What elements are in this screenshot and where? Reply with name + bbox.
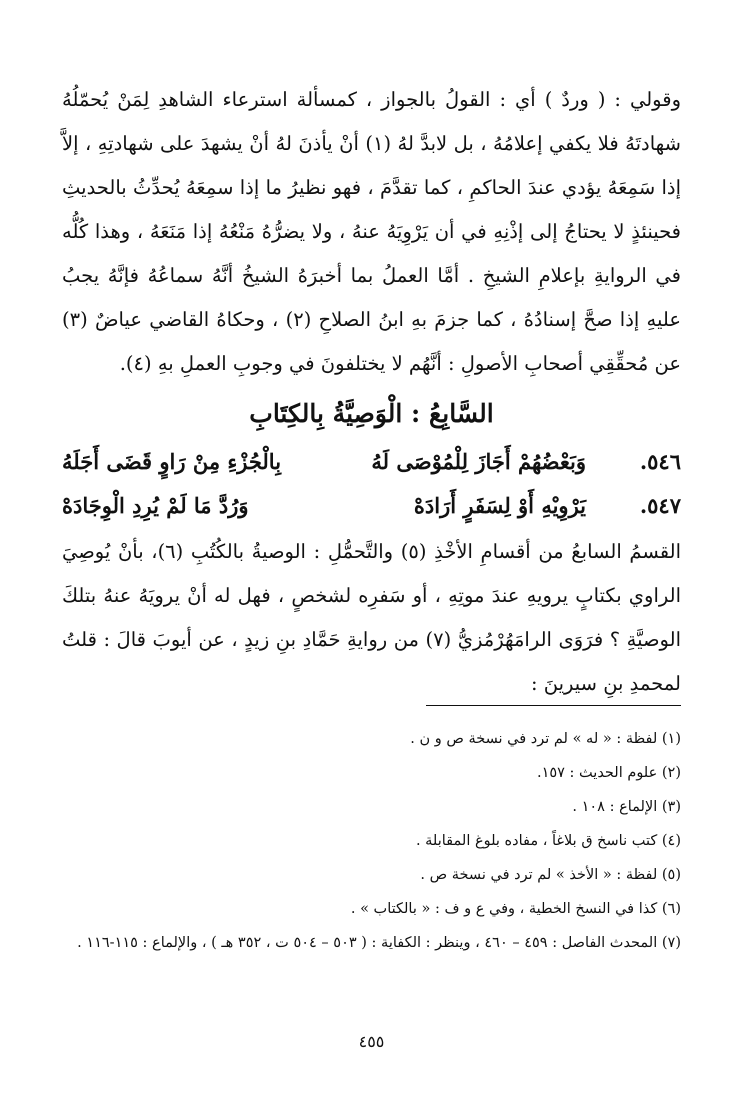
- verse-second-hemistich: بِالْجُزْءِ مِنْ رَاوٍ قَضَى أَجَلَهُ: [62, 449, 282, 474]
- verse-second-hemistich: وَرُدَّ مَا لَمْ يُرِدِ الْوِجَادَهْ: [62, 493, 249, 518]
- main-text-block: [62, 78, 681, 386]
- footnote: (١) لفظة : « له » لم ترد في نسخة ص و ن .: [410, 731, 681, 747]
- footnote: (٥) لفظة : « الأخذ » لم ترد في نسخة ص .: [420, 867, 681, 883]
- footnotes: [62, 722, 681, 960]
- page-number: ٤٥٥: [358, 1032, 385, 1051]
- footnote: (٢) علوم الحديث : ١٥٧.: [536, 765, 681, 781]
- verse-first-hemistich: يَرْوِيْهِ أَوْ لِسَفَرٍ أَرَادَهْ: [413, 493, 586, 518]
- verse-line: [62, 442, 681, 482]
- paragraph: وقولي : ( وردٌ ) أي : القولُ بالجواز ، كمسألة استرعاء الشاهدِ لِمَنْ يُحمّلُهُ شهادتَهُ فلا يكفي إعلامُهُ ، بل لابدَّ لهُ (١) أنْ يأذنَ لهُ أنْ يشهدَ على شهادتِهِ ، إلاَّ إذا سَمِعَهُ يؤدي عندَ الحاكمِ ، كما تقدَّمَ ، فهو نظيرُ ما إذا سمِعَهُ يُحدِّثُ بالحديثِ فحينئذٍ لا يحتاجُ إلى إذْنِهِ في أن يَرْوِيَهُ عنهُ ، ولا يضرُّهُ مَنْعُهُ إذا مَنَعَهُ ، وهذا كُلُّه في الروايةِ بإعلامِ الشيخِ . أمَّا العملُ بما أخبرَهُ الشيخُ أنَّهُ سماعُهُ فإنَّهُ يجبُ عليهِ إذا صحَّ إسنادُهُ ، كما جزمَ بهِ ابنُ الصلاحِ (٢) ، وحكاهُ القاضي عياضٌ (٣) عن مُحقِّقِي أصحابِ الأصولِ : أنَّهُم لا يختلفونَ في وجوبِ العملِ بهِ (٤).: [62, 88, 681, 375]
- footnote-separator: [426, 705, 681, 706]
- verse-first-hemistich: وَبَعْضُهُمْ أَجَازَ لِلْمُوْصَى لَهُ: [371, 449, 586, 474]
- commentary-text-block: [62, 530, 681, 706]
- footnote: (٧) المحدث الفاصل : ٤٥٩ – ٤٦٠ ، وينظر : الكفاية : ( ٥٠٣ – ٥٠٤ ت ، ٣٥٢ هـ ) ، والإلماع : ١١٥-١١٦ .: [77, 935, 681, 951]
- footnote: (٣) الإلماع : ١٠٨ .: [572, 799, 681, 815]
- paragraph: القسمُ السابعُ من أقسامِ الأخْذِ (٥) والتَّحمُّلِ : الوصيةُ بالكُتُبِ (٦)، بأنْ يُوصِيَ الراوي بكتابٍ يرويهِ عندَ موتِهِ ، أو سَفرِه لشخصٍ ، فهل له أنْ يرويَهُ عنهُ بتلكَ الوصيَّةِ ؟ فرَوَى الرامَهُرْمُزيُّ (٧) من روايةِ حَمَّادِ بنِ زيدٍ ، عن أيوبَ قالَ : قلتُ لمحمدِ بنِ سيرينَ :: [62, 540, 682, 695]
- verse-line: [62, 486, 681, 526]
- footnote: (٦) كذا في النسخ الخطية ، وفي ع و ف : « بالكتاب » .: [350, 901, 681, 917]
- verse-number: ٥٤٧.: [639, 493, 681, 518]
- footnote: (٤) كتب ناسخ ق بلاغاً ، مفاده بلوغ المقابلة .: [415, 833, 681, 849]
- section-heading: السَّابِعُ : الْوَصِيَّةُ بِالكِتَابِ: [249, 399, 494, 428]
- verse-number: ٥٤٦.: [639, 449, 681, 474]
